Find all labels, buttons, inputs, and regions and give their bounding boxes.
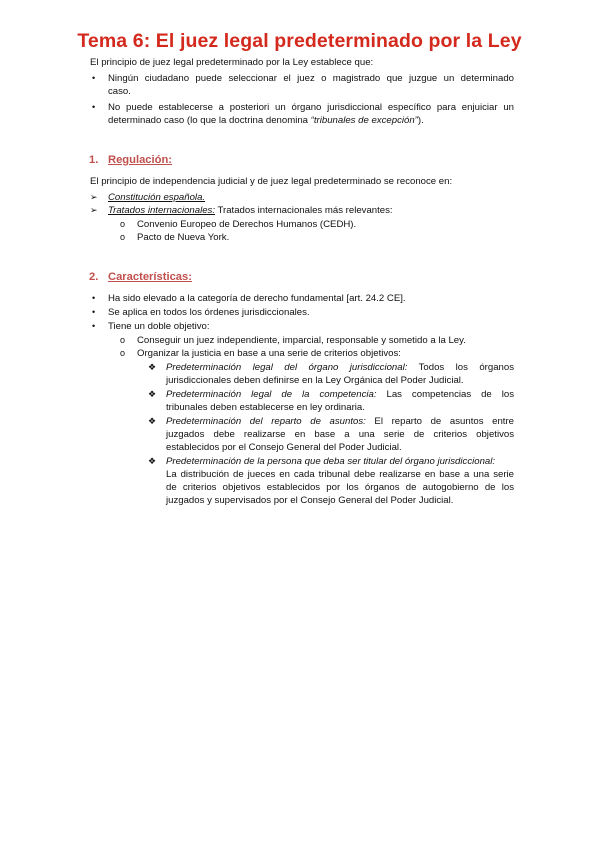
section-2-heading: Características: (108, 271, 192, 283)
criterion-4-line3: de criterios objetivos establecidos por los órganos de autogobierno de los (166, 482, 514, 493)
objective-1: Conseguir un juez independiente, imparcial, responsable y sometido a la Ley. (137, 335, 466, 346)
intro-bullet-2-line2: determinado caso (lo que la doctrina denomina “tribunales de excepción”). (108, 115, 424, 126)
section-1-heading: Regulación: (108, 154, 173, 166)
intro-bullet-1-line2: caso. (108, 86, 131, 97)
bullet-icon: • (92, 293, 96, 303)
treaty-item-2: Pacto de Nueva York. (137, 232, 230, 243)
objective-2: Organizar la justicia en base a una serie de criterios objetivos: (137, 348, 401, 359)
circle-bullet-icon: o (120, 348, 126, 358)
arrow-icon: ➢ (90, 192, 98, 202)
diamond-icon: ❖ (148, 362, 157, 372)
characteristic-1: Ha sido elevado a la categoría de derecho fundamental [art. 24.2 CE]. (108, 293, 406, 304)
criterion-4-line4: juzgados y supervisados por el Consejo General del Poder Judicial. (166, 495, 454, 506)
criterion-3-line1: Predeterminación del reparto de asuntos: El reparto de asuntos entre (166, 416, 514, 427)
treaty-item-1: Convenio Europeo de Derechos Humanos (CEDH). (137, 219, 357, 230)
criterion-1-line1: Predeterminación legal del órgano jurisdiccional: Todos los órganos (166, 362, 514, 373)
criterion-3-line2: juzgados debe realizarse en base a una serie de criterios objetivos (166, 429, 514, 440)
page-title: Tema 6: El juez legal predeterminado por la Ley (77, 30, 522, 52)
criterion-2-line1: Predeterminación legal de la competencia: Las competencias de los (166, 389, 514, 400)
criterion-3-line3: establecidos por el Consejo General del Poder Judicial. (166, 442, 402, 453)
characteristic-2: Se aplica en todos los órdenes jurisdiccionales. (108, 307, 310, 318)
bullet-icon: • (92, 321, 96, 331)
intro-text: El principio de juez legal predeterminado por la Ley establece que: (90, 57, 374, 68)
diamond-icon: ❖ (148, 416, 157, 426)
circle-bullet-icon: o (120, 232, 126, 242)
circle-bullet-icon: o (120, 219, 126, 229)
criterion-4-label: Predeterminación de la persona que deba ser titular del órgano jurisdiccional: (166, 456, 496, 467)
arrow-icon: ➢ (90, 205, 98, 215)
intro-bullet-1-line1: Ningún ciudadano puede seleccionar el juez o magistrado que juzgue un determinado (108, 73, 514, 84)
criterion-2-line2: tribunales deben establecerse en ley ordinaria. (166, 402, 365, 413)
bullet-icon: • (92, 102, 96, 112)
diamond-icon: ❖ (148, 456, 157, 466)
criterion-1-line2: jurisdiccionales deben definirse en la Ley Orgánica del Poder Judicial. (166, 375, 464, 386)
bullet-icon: • (92, 307, 96, 317)
circle-bullet-icon: o (120, 335, 126, 345)
characteristic-3: Tiene un doble objetivo: (108, 321, 210, 332)
regulation-item-1: Constitución española. (108, 192, 206, 203)
diamond-icon: ❖ (148, 389, 157, 399)
intro-bullet-2-line1: No puede establecerse a posteriori un órgano jurisdiccional específico para enjuiciar un (108, 102, 514, 113)
section-2-number: 2. (89, 271, 99, 283)
section-1-number: 1. (89, 154, 99, 166)
regulation-item-2: Tratados internacionales: Tratados internacionales más relevantes: (108, 205, 393, 216)
criterion-4-line2: La distribución de jueces en cada tribunal debe realizarse en base a una serie (166, 469, 514, 480)
bullet-icon: • (92, 73, 96, 83)
section-1-intro: El principio de independencia judicial y de juez legal predeterminado se reconoce en: (90, 176, 453, 187)
